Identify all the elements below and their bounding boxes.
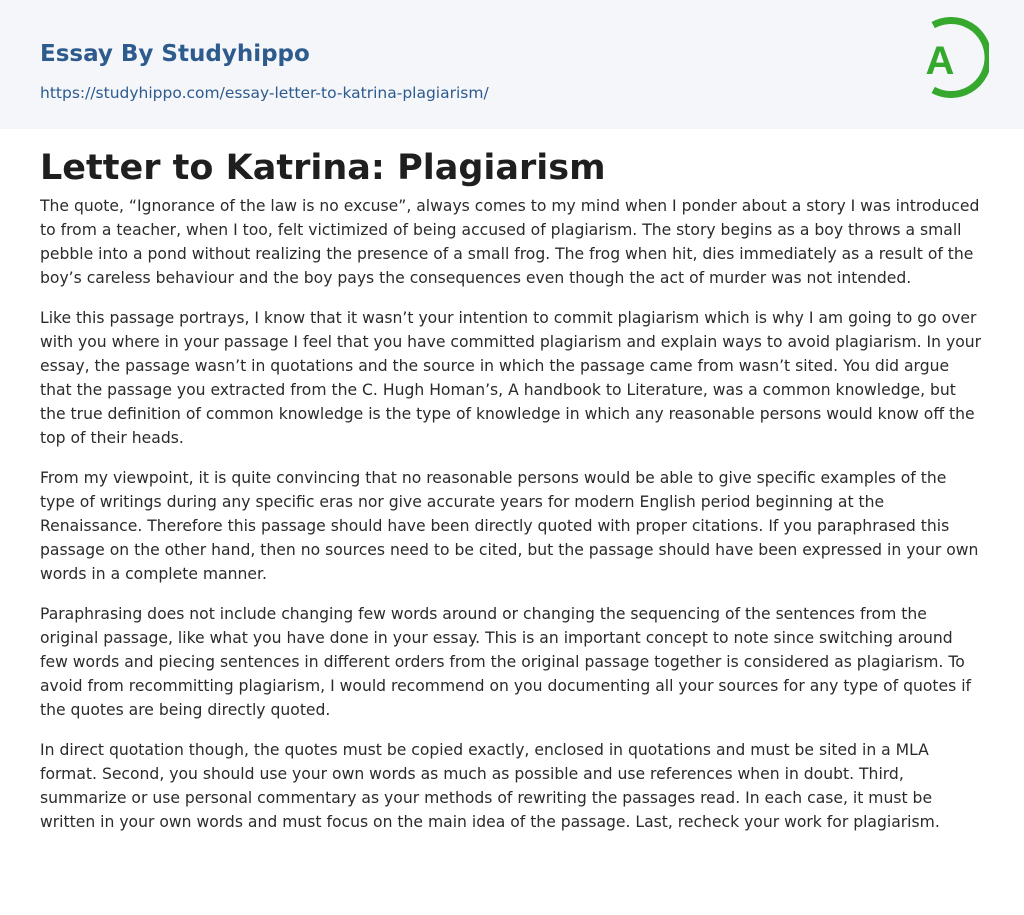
site-header [0,0,1024,129]
article [0,129,1024,834]
paragraph: The quote, “Ignorance of the law is no excuse”, always comes to my mind when I ponder about a story I was introduced to from a teacher, when I too, felt victimized of being accused of plagiarism. The story begins as a boy throws a small pebble into a pond without realizing the presence of a small frog. The frog when hit, dies immediately as a result of the boy’s careless behaviour and the boy pays the consequences even though the act of murder was not intended. [40,197,980,287]
logo-letter: A [925,39,955,83]
studyhippo-logo-icon[interactable] [909,16,989,108]
paragraph: In direct quotation though, the quotes must be copied exactly, enclosed in quotations and must be sited in a MLA format. Second, you should use your own words as much as possible and use references when in doubt. Third, summarize or use personal commentary as your methods of rewriting the passages read. In each case, it must be written in your own words and must focus on the main idea of the passage. Last, recheck your work for plagiarism. [40,741,940,831]
essay-url-link[interactable]: https://studyhippo.com/essay-letter-to-katrina-plagiarism/ [40,84,489,102]
paragraph: From my viewpoint, it is quite convincing that no reasonable persons would be able to give specific examples of the type of writings during any specific eras nor give accurate years for modern English period beginning at the Renaissance. Therefore this passage should have been directly quoted with proper citations. If you paraphrased this passage on the other hand, then no sources need to be cited, but the passage should have been expressed in your own words in a complete manner. [40,469,979,583]
paragraph: Paraphrasing does not include changing few words around or changing the sequencing of the sentences from the original passage, like what you have done in your essay. This is an important concept to note since switching around few words and piecing sentences in different orders from the original passage together is considered as plagiarism. To avoid from recommitting plagiarism, I would recommend on you documenting all your sources for any type of quotes if the quotes are being directly quoted. [40,605,972,719]
page-title: Letter to Katrina: Plagiarism [40,148,606,188]
site-brand[interactable]: Essay By Studyhippo [40,41,310,67]
paragraph: Like this passage portrays, I know that it wasn’t your intention to commit plagiarism which is why I am going to go over with you where in your passage I feel that you have committed plagiarism and explain ways to avoid plagiarism. In your essay, the passage wasn’t in quotations and the source in which the passage came from wasn’t sited. You did argue that the passage you extracted from the C. Hugh Homan’s, A handbook to Literature, was a common knowledge, but the true definition of common knowledge is the type of knowledge in which any reasonable persons would know off the top of their heads. [40,309,982,447]
